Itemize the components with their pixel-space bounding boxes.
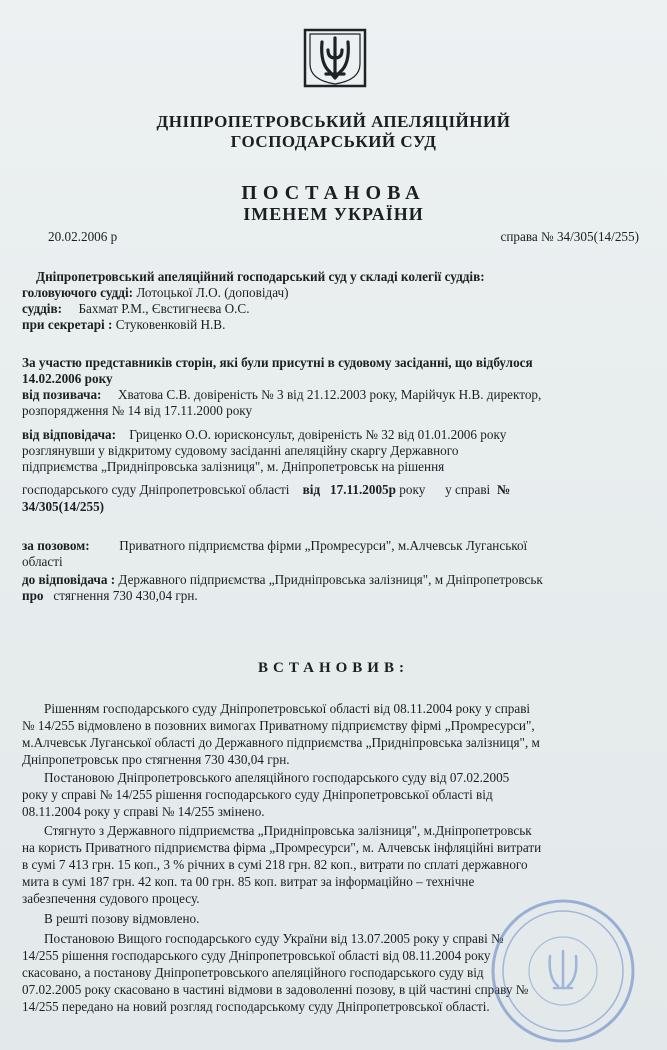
p1-line-4: Дніпропетровськ про стягнення 730 430,04 грн. <box>22 752 290 767</box>
appealed-decision-court: господарського суду Дніпропетровської області <box>22 482 290 497</box>
secretary-value: Стуковенковій Н.В. <box>115 317 226 332</box>
decision-date: 20.02.2006 р <box>48 229 118 244</box>
appealed-case-number: 34/305(14/255) <box>22 499 105 514</box>
participation-line-2: 14.02.2006 року <box>22 371 113 386</box>
defendant-rep-line-2: розглянувши у відкритому судовому засіданні апеляційну скаргу Державного <box>22 443 459 458</box>
subject-value: стягнення 730 430,04 грн. <box>53 588 198 603</box>
claim-value: Приватного підприємства фірми „Промресурси", м.Алчевськ Луганської <box>119 538 528 553</box>
case-number: справа № 34/305(14/255) <box>500 229 639 244</box>
judges-value: Бахмат Р.М., Євстигнеєва О.С. <box>78 301 250 316</box>
participation-line-1: За участю представників сторін, які були присутні в судовому засіданні, що відбулося <box>22 355 533 370</box>
claim-line-2: області <box>22 554 63 569</box>
in-the-name-heading: ІМЕНЕМ УКРАЇНИ <box>243 204 424 224</box>
p1-line-1: Рішенням господарського суду Дніпропетровської області від 08.11.2004 року у справі <box>44 701 531 716</box>
p1-line-3: м.Алчевськ Луганської області до Державного підприємства „Придніпровська залізниця", м <box>22 735 540 750</box>
official-seal-stamp-icon <box>488 896 638 1046</box>
established-heading: ВСТАНОВИВ: <box>258 660 409 676</box>
defendant-rep-line-3: підприємства „Придніпровська залізниця", м. Дніпропетровськ на рішення <box>22 459 445 474</box>
plaintiff-rep-line-1 <box>22 386 541 403</box>
p1-line-2: № 14/255 відмовлено в позовних вимогах Приватному підприємству фірмі „Промресурси", <box>22 718 535 733</box>
p4-line: В решті позову відмовлено. <box>44 911 200 926</box>
year-word: року <box>399 482 426 497</box>
p2-line-2: року у справі № 14/255 рішення господарського суду Дніпропетровської області від <box>22 787 493 802</box>
plaintiff-rep-label: від позивача: <box>22 387 102 402</box>
claim-label: за позовом: <box>22 538 90 553</box>
p5-line-4: 07.02.2005 року скасовано в частині відмови в задоволенні позову, в цій частині справу № <box>22 982 529 997</box>
p3-line-3: в сумі 7 413 грн. 15 коп., 3 % річних в сумі 218 грн. 82 коп., витрати по сплаті державного <box>22 857 528 872</box>
number-sign: № <box>496 482 511 497</box>
p5-line-5: 14/255 передано на новий розгляд господарському суду Дніпропетровської області. <box>22 999 490 1014</box>
secretary <box>22 316 225 333</box>
p3-line-1: Стягнуто з Державного підприємства „Придніпровська залізниця", м.Дніпропетровськ <box>44 823 532 838</box>
appealed-decision-date: 17.11.2005р <box>330 482 396 497</box>
presiding-judge <box>22 284 289 301</box>
from-word: від <box>302 482 321 497</box>
p5-line-3: скасовано, а постанову Дніпропетровського апеляційного господарського суду від <box>22 965 484 980</box>
panel-intro: Дніпропетровський апеляційний господарський суд у складі колегії суддів: <box>36 269 485 284</box>
p2-line-1: Постановою Дніпропетровського апеляційного господарського суду від 07.02.2005 <box>44 770 510 785</box>
defendant-line <box>22 571 543 588</box>
defendant-label: до відповідача : <box>22 572 116 587</box>
defendant-rep-line-4 <box>22 481 510 498</box>
p2-line-3: 08.11.2004 року у справі № 14/255 змінено. <box>22 804 265 819</box>
plaintiff-rep-value: Хватова С.В. довіреність № 3 від 21.12.2003 року, Марійчук Н.В. директор, <box>117 387 542 402</box>
judges <box>22 300 250 317</box>
presiding-value: Лотоцької Л.О. (доповідач) <box>136 285 289 300</box>
court-name-line-2: ГОСПОДАРСЬКИЙ СУД <box>230 132 437 151</box>
court-name-line-1: ДНІПРОПЕТРОВСЬКИЙ АПЕЛЯЦІЙНИЙ <box>156 112 511 131</box>
secretary-label: при секретарі : <box>22 317 113 332</box>
defendant-rep-value: Гриценко О.О. юрисконсульт, довіреність № 32 від 01.01.2006 року <box>129 427 507 442</box>
defendant-rep-line-1 <box>22 426 506 443</box>
subject-line <box>22 587 198 604</box>
p3-line-5: забезпечення судового процесу. <box>22 891 200 906</box>
subject-label: про <box>22 588 44 603</box>
plaintiff-rep-line-2: розпорядження № 14 від 17.11.2000 року <box>22 403 253 418</box>
p3-line-2: на користь Приватного підприємства фірма „Промресурси", м. Алчевськ інфляційні витрати <box>22 840 542 855</box>
defendant-value: Державного підприємства „Придніпровська залізниця", м Дніпропетровськ <box>118 572 543 587</box>
claim-line-1 <box>22 537 527 554</box>
p3-line-4: мита в сумі 187 грн. 42 коп. та 00 грн. 85 коп. витрат за інформаційно – технічне <box>22 874 475 889</box>
p5-line-1: Постановою Вищого господарського суду України від 13.07.2005 року у справі № <box>44 931 504 946</box>
document-type: ПОСТАНОВА <box>241 182 426 204</box>
defendant-rep-label: від відповідача: <box>22 427 117 442</box>
presiding-label: головуючого судді: <box>22 285 134 300</box>
in-case-word: у справі <box>445 482 491 497</box>
trident-emblem-icon <box>302 28 368 88</box>
p5-line-2: 14/255 рішення господарського суду Дніпропетровської області від 08.11.2004 року <box>22 948 491 963</box>
judges-label: суддів: <box>22 301 62 316</box>
